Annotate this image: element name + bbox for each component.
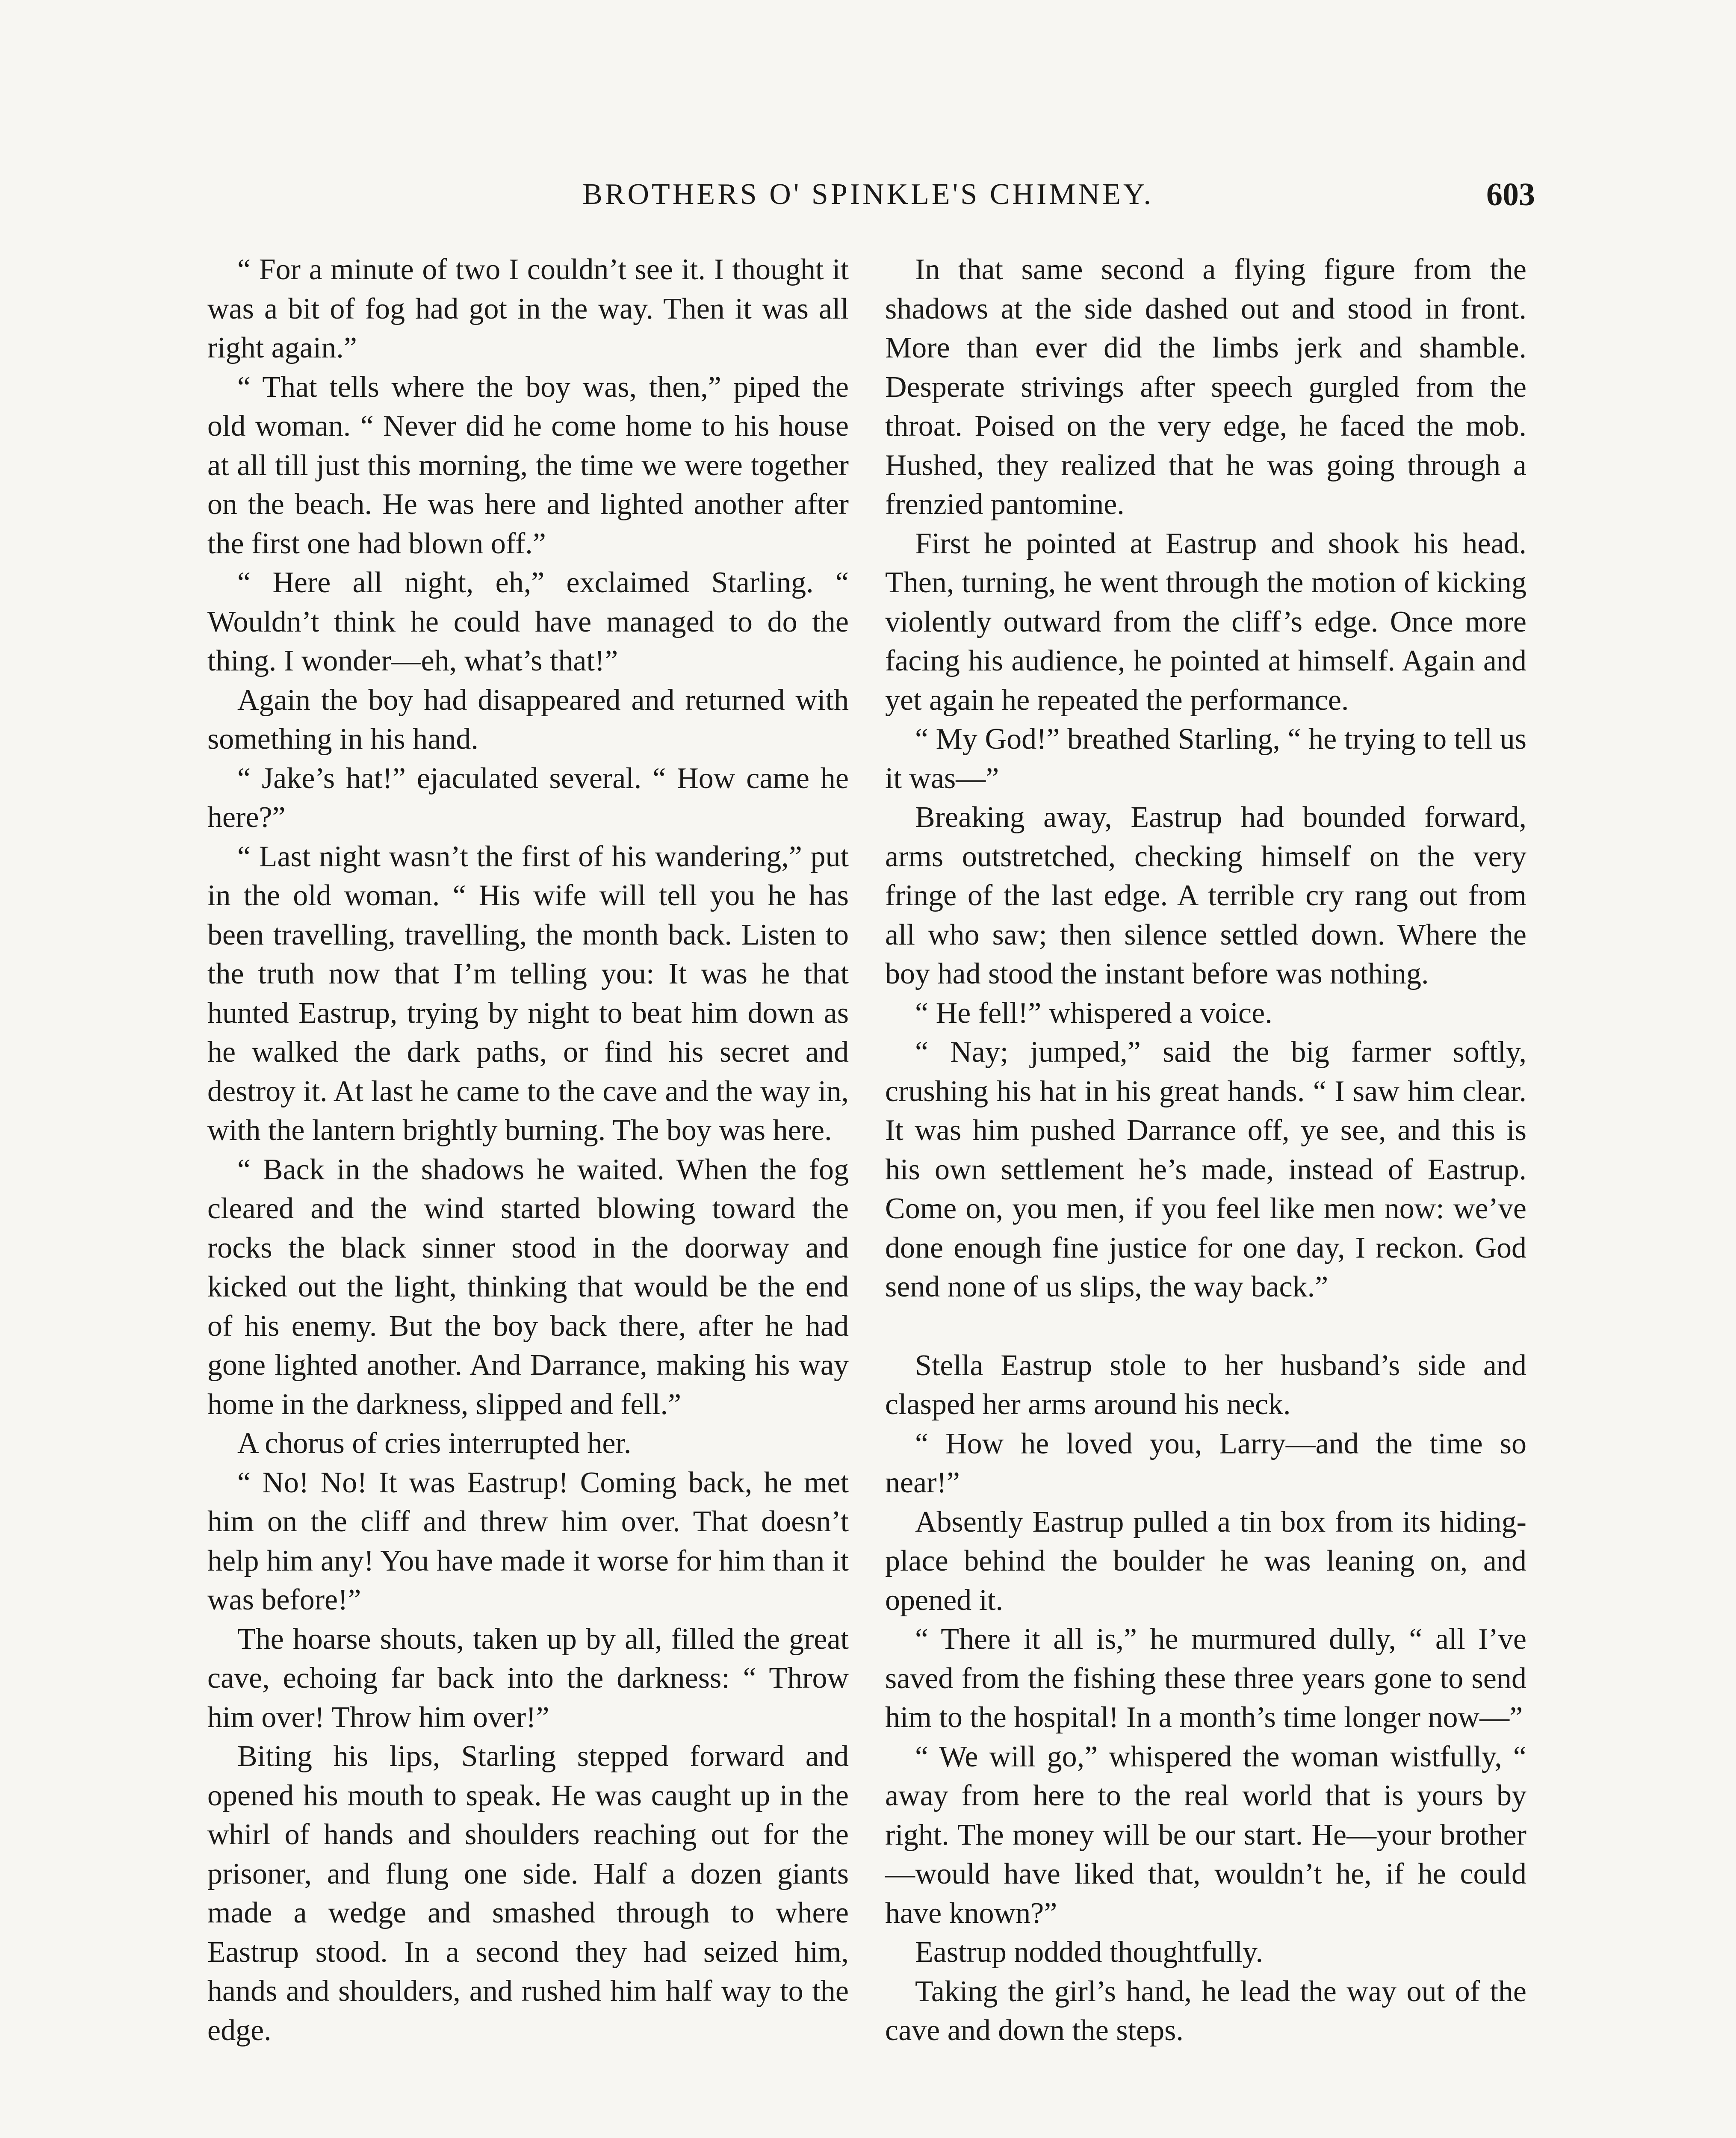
right-column — [885, 250, 1526, 2050]
section-break — [885, 1307, 1526, 1346]
paragraph: “ Here all night, eh,” exclaimed Starling. “ Wouldn’t think he could have managed to do the thing. I wonder—eh, what’s that!” — [207, 566, 849, 677]
paragraph: “ No! No! It was Eastrup! Coming back, he met him on the cliff and threw him over. That doesn’t help him any! You have made it worse for him than it was before!” — [207, 1466, 849, 1616]
paragraph: Eastrup nodded thoughtfully. — [915, 1936, 1263, 1969]
paragraph: “ He fell!” whispered a voice. — [915, 996, 1272, 1030]
paragraph: “ How he loved you, Larry—and the time so near!” — [885, 1427, 1526, 1499]
paragraph: “ Jake’s hat!” ejaculated several. “ How came he here?” — [207, 762, 849, 834]
page-number: 603 — [1486, 177, 1535, 213]
paragraph: In that same second a flying figure from the shadows at the side dashed out and stood in front. More than ever did the limbs jerk and shamble. Desperate strivings after speech gurgled from the throat. Poised on the very edge, he faced the mob. Hushed, they realized that he was going through a frenzied pantomine. — [885, 253, 1526, 521]
paragraph: Stella Eastrup stole to her husband’s side and clasped her arms around his neck. — [885, 1349, 1526, 1421]
paragraph: “ My God!” breathed Starling, “ he trying to tell us it was—” — [885, 723, 1526, 795]
left-column — [207, 250, 849, 2050]
paragraph: The hoarse shouts, taken up by all, filled the great cave, echoing far back into the darkness: “ Throw him over! Throw him over!” — [207, 1622, 849, 1734]
paragraph: “ For a minute of two I couldn’t see it. I thought it was a bit of fog had got in the way. Then it was all right again.” — [207, 253, 849, 364]
paragraph: “ Last night wasn’t the first of his wandering,” put in the old woman. “ His wife will tell you he has been travelling, travelling, the month back. Listen to the truth now that I’m telling you: It was he that hunted Eastrup, trying by night to beat him down as he walked the dark paths, or find his secret and destroy it. At last he came to the cave and the way in, with the lantern brightly burning. The boy was here. — [207, 840, 849, 1147]
paragraph: “ Nay; jumped,” said the big farmer softly, crushing his hat in his great hands. “ I saw him clear. It was him pushed Darrance off, ye see, and this is his own settlement he’s made, instead of Eastrup. Come on, you men, if you feel like men now: we’ve done enough fine justice for one day, I reckon. God send none of us slips, the way back.” — [885, 1036, 1526, 1303]
paragraph: “ That tells where the boy was, then,” piped the old woman. “ Never did he come home to his house at all till just this morning, the time we were together on the beach. He was here and lighted another after the first one had blown off.” — [207, 370, 849, 560]
paragraph: “ Back in the shadows he waited. When the fog cleared and the wind started blowing toward the rocks the black sinner stood in the doorway and kicked out the light, thinking that would be the end of his enemy. But the boy back there, after he had gone lighted another. And Darrance, making his way home in the darkness, slipped and fell.” — [207, 1153, 849, 1421]
running-head — [201, 169, 1535, 220]
paragraph: “ We will go,” whispered the woman wistfully, “ away from here to the real world that is yours by right. The money will be our start. He—your brother—would have liked that, wouldn’t he, if he could have known?” — [885, 1740, 1526, 1930]
running-title: BROTHERS O' SPINKLE'S CHIMNEY. — [582, 178, 1154, 211]
paragraph: Absently Eastrup pulled a tin box from its hiding-place behind the boulder he was leaning on, and opened it. — [885, 1505, 1526, 1617]
paragraph: Again the boy had disappeared and returned with something in his hand. — [207, 683, 849, 756]
paragraph: Biting his lips, Starling stepped forward and opened his mouth to speak. He was caught up in the whirl of hands and shoulders reaching out for the prisoner, and flung one side. Half a dozen giants made a wedge and smashed through to where Eastrup stood. In a second they had seized him, hands and shoulders, and rushed him half way to the edge. — [207, 1740, 849, 2047]
paragraph: Breaking away, Eastrup had bounded forward, arms outstretched, checking himself on the very fringe of the last edge. A terrible cry rang out from all who saw; then silence settled down. Where the boy had stood the instant before was nothing. — [885, 801, 1526, 990]
paragraph: “ There it all is,” he murmured dully, “ all I’ve saved from the fishing these three years gone to send him to the hospital! In a month’s time longer now—” — [885, 1623, 1526, 1734]
paragraph: Taking the girl’s hand, he lead the way out of the cave and down the steps. — [885, 1975, 1526, 2047]
paragraph: First he pointed at Eastrup and shook his head. Then, turning, he went through the motion of kicking violently outward from the cliff’s edge. Once more facing his audience, he pointed at himself. Again and yet again he repeated the performance. — [885, 527, 1526, 717]
paragraph: A chorus of cries interrupted her. — [237, 1427, 632, 1460]
